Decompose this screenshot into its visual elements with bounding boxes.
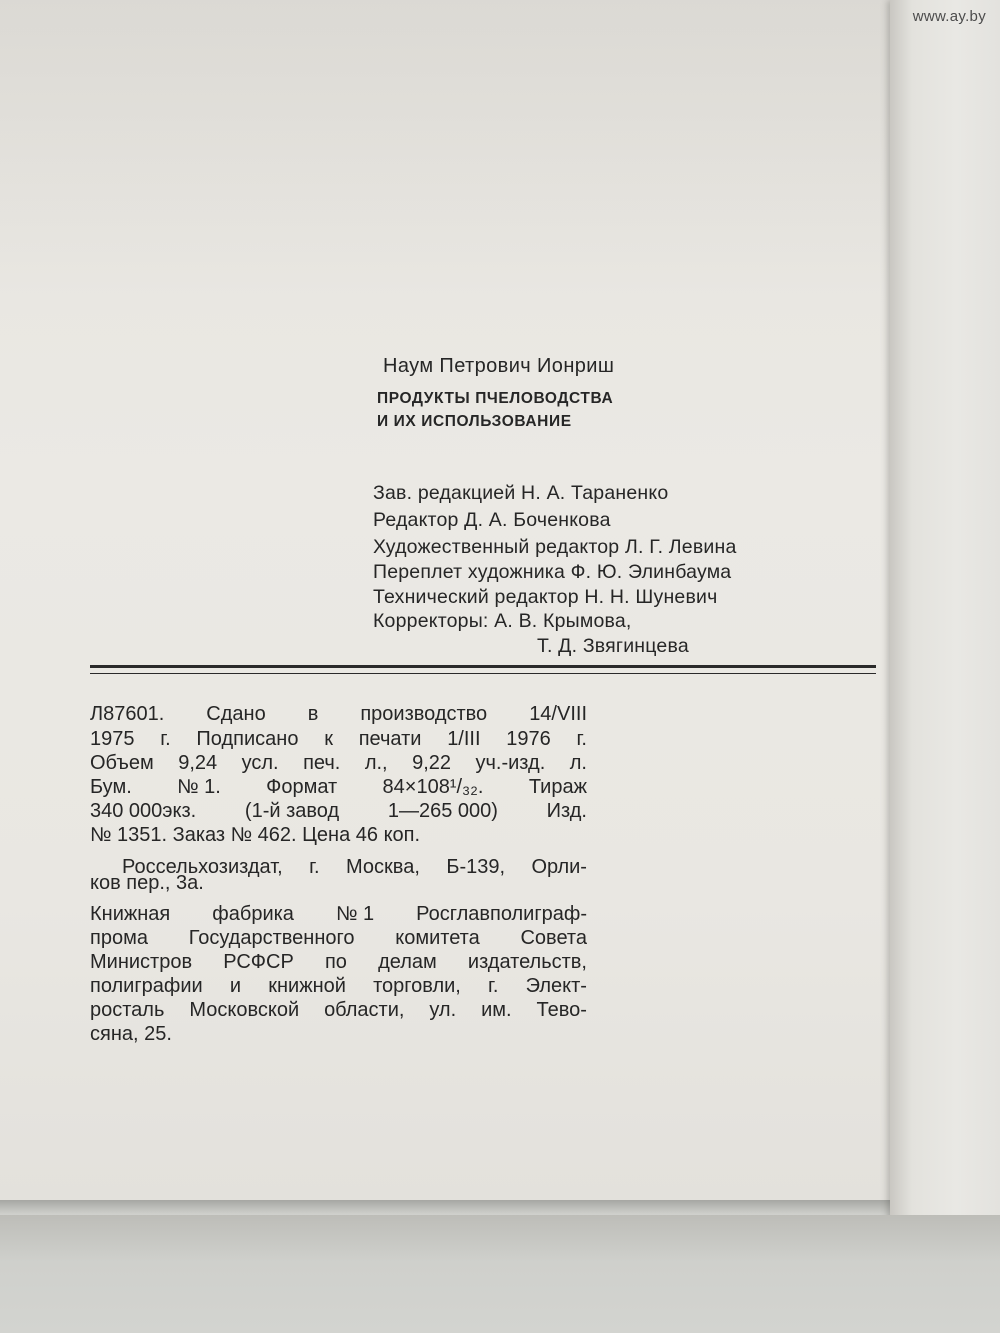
imprint-word: производство [360, 703, 488, 725]
imprint-word: л. [569, 752, 587, 774]
imprint-word: Тираж [528, 776, 587, 798]
imprint-word: г. [488, 975, 499, 997]
imprint-word: Б-139, [446, 856, 506, 878]
credit-art-editor: Художественный редактор Л. Г. Левина [373, 536, 737, 558]
imprint-word: к [324, 728, 333, 750]
imprint-word: № 1 [335, 903, 375, 925]
imprint-word: им. [481, 999, 512, 1021]
imprint-word: Совета [520, 927, 587, 949]
imprint-word: 340 000экз. [90, 800, 197, 822]
printer-line-6: сяна, 25. [90, 1023, 172, 1045]
imprint-word: Министров [90, 951, 193, 973]
imprint-word: уч.-изд. [475, 752, 546, 774]
imprint-word: Л87601. [90, 703, 165, 725]
site-watermark: www.ay.by [912, 8, 986, 25]
imprint-line-4 [90, 776, 587, 799]
imprint-word: торговли, [373, 975, 461, 997]
imprint-word: л., [364, 752, 388, 774]
credit-proofreader-2: Т. Д. Звягинцева [537, 635, 689, 657]
imprint-word: (1-й завод [244, 800, 340, 822]
imprint-word: полиграфии [90, 975, 203, 997]
imprint-word: 14/VIII [529, 703, 587, 725]
imprint-word: усл. [241, 752, 279, 774]
imprint-word: 84×108¹/₃₂. [382, 776, 484, 798]
imprint-word: Государственного [188, 927, 355, 949]
imprint-line-6: № 1351. Заказ № 462. Цена 46 коп. [90, 824, 421, 846]
imprint-word: по [324, 951, 347, 973]
book-title-line-2: И ИХ ИСПОЛЬЗОВАНИЕ [377, 413, 572, 430]
printer-line-5 [90, 999, 587, 1022]
imprint-word: 1976 [506, 728, 551, 750]
imprint-word: Москва, [346, 856, 420, 878]
imprint-word: Книжная [90, 903, 171, 925]
imprint-word: № 1. [177, 776, 221, 798]
imprint-word: Сдано [206, 703, 266, 725]
imprint-word: 9,24 [178, 752, 218, 774]
imprint-word: прома [90, 927, 148, 949]
credit-head-editor: Зав. редакцией Н. А. Тараненко [373, 482, 669, 504]
imprint-word: Подписано [196, 728, 299, 750]
page-edge-shadow [0, 1200, 912, 1214]
imprint-word: 9,22 [412, 752, 452, 774]
credit-technical-editor: Технический редактор Н. Н. Шуневич [373, 586, 718, 608]
show-through-text-area [0, 0, 912, 300]
imprint-word: Московской [189, 999, 300, 1021]
table-surface [0, 1215, 1000, 1333]
imprint-word: росталь [90, 999, 165, 1021]
imprint-word: Изд. [546, 800, 587, 822]
printer-line-3 [90, 951, 587, 974]
imprint-line-1 [90, 703, 587, 726]
imprint-word: Элект- [525, 975, 587, 997]
imprint-word: комитета [395, 927, 480, 949]
imprint-line-3 [90, 752, 587, 775]
imprint-word: г. [576, 728, 587, 750]
imprint-word: печ. [303, 752, 341, 774]
credit-proofreaders: Корректоры: А. В. Крымова, [373, 610, 632, 632]
book-author: Наум Петрович Ионриш [383, 355, 615, 377]
imprint-word: 1/III [447, 728, 481, 750]
imprint-word: г. [160, 728, 171, 750]
imprint-word: Бум. [90, 776, 132, 798]
imprint-word: 1975 [90, 728, 135, 750]
printer-line-1 [90, 903, 587, 926]
divider-rule-thin [90, 673, 876, 674]
imprint-word: области, [324, 999, 405, 1021]
printer-line-2 [90, 927, 587, 950]
imprint-word: РСФСР [223, 951, 294, 973]
imprint-line-2 [90, 728, 587, 751]
imprint-word: г. [309, 856, 320, 878]
credit-binding-artist: Переплет художника Ф. Ю. Элинбаума [373, 561, 732, 583]
imprint-word: Формат [266, 776, 338, 798]
imprint-word: 1—265 000) [387, 800, 498, 822]
imprint-word: и [229, 975, 242, 997]
imprint-word: делам [378, 951, 437, 973]
imprint-line-5 [90, 800, 587, 823]
adjacent-page-edge [890, 0, 1000, 1243]
imprint-word: фабрика [212, 903, 294, 925]
imprint-word: издательств, [467, 951, 587, 973]
imprint-word: книжной [268, 975, 346, 997]
imprint-word: в [307, 703, 319, 725]
printer-line-4 [90, 975, 587, 998]
imprint-word: Объем [90, 752, 154, 774]
credit-editor: Редактор Д. А. Боченкова [373, 509, 611, 531]
divider-rule-thick [90, 665, 876, 668]
imprint-word: Росглавполиграф- [416, 903, 587, 925]
book-title-line-1: ПРОДУКТЫ ПЧЕЛОВОДСТВА [377, 390, 614, 407]
imprint-word: Тево- [536, 999, 587, 1021]
imprint-word: печати [358, 728, 422, 750]
imprint-word: Орли- [531, 856, 587, 878]
publisher-line-2: ков пер., 3а. [90, 872, 204, 894]
imprint-word: Россельхозиздат, [122, 856, 283, 878]
imprint-word: ул. [429, 999, 457, 1021]
